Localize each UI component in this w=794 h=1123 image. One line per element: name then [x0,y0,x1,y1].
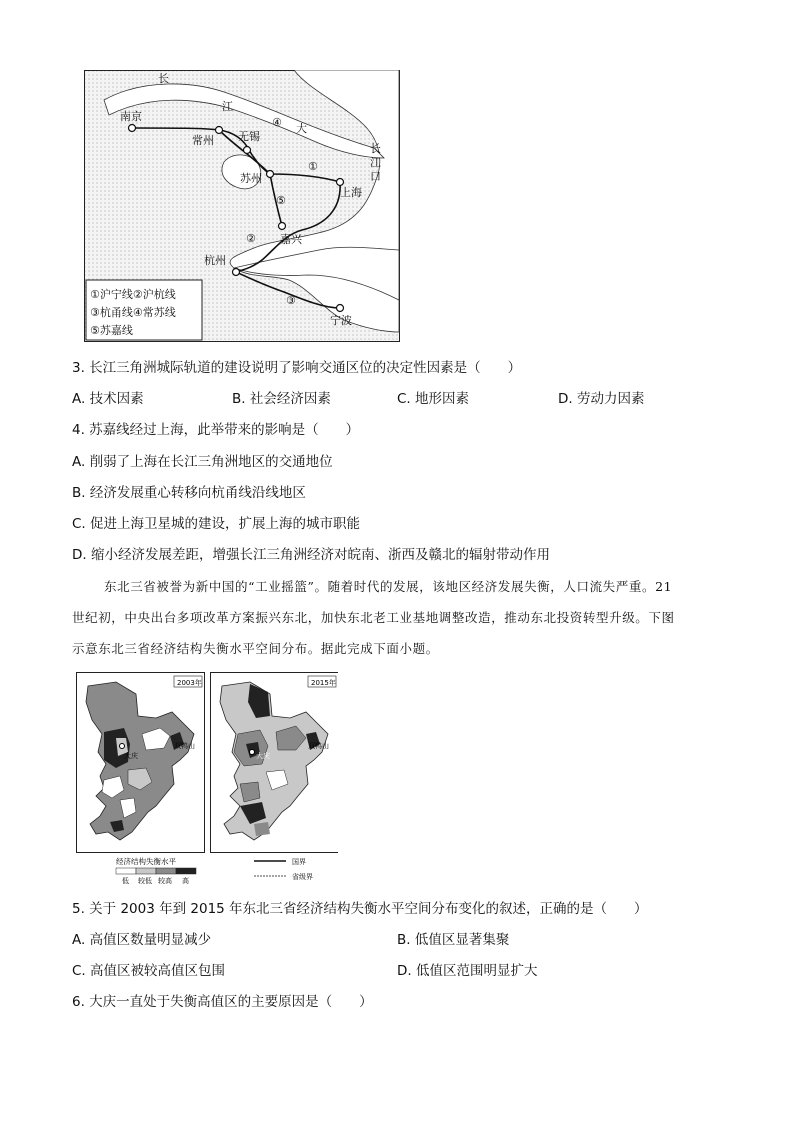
label-jiaxing: 嘉兴 [280,233,302,246]
station-wuxi [244,147,251,154]
legend-national: 国界 [292,858,306,866]
legend-title: 经济结构失衡水平 [116,857,176,866]
q4-option-b[interactable]: B. 经济发展重心转移向杭甬线沿线地区 [72,485,306,501]
legend-swatch-lower [136,868,156,874]
station-changzhou [216,127,223,134]
label-river-3: 大 [296,122,307,135]
passage-line-1: 东北三省被誉为新中国的“工业摇篮”。随着时代的发展，该地区经济发展失衡，人口流失严重。21 [104,579,673,594]
passage-line-3: 示意东北三省经济结构失衡水平空间分布。据此完成下面小题。 [72,641,439,656]
legend-line-1: ①沪宁线②沪杭线 [90,288,176,301]
station-shanghai [337,179,344,186]
station-ningbo [337,305,344,312]
label-line-1: ① [308,160,318,173]
q4-option-d[interactable]: D. 缩小经济发展差距，增强长江三角洲经济对皖南、浙西及赣北的辐射带动作用 [72,547,550,563]
q5-option-b[interactable]: B. 低值区显著集聚 [397,932,510,948]
legend-provincial: 省级界 [292,873,313,881]
legend-level-high: 高 [182,877,189,885]
label-line-3: ③ [286,294,296,307]
label-shuangyashan-2003: 双鸭山 [174,742,195,750]
label-shuangyashan-2015: 双鸭山 [308,742,329,750]
legend-line-3: ⑤苏嘉线 [90,324,133,337]
q4-option-c[interactable]: C. 促进上海卫星城的建设，扩展上海的城市职能 [72,516,361,532]
map-2015 [211,673,339,853]
legend-level-lower: 较低 [138,877,152,885]
station-nanjing [129,125,136,132]
q5-option-c[interactable]: C. 高值区被较高值区包围 [72,963,226,979]
legend-level-higher: 较高 [158,877,172,885]
year-2003: 2003年 [177,679,202,687]
question-5-stem: 5. 关于 2003 年到 2015 年东北三省经济结构失衡水平空间分布变化的叙述，正确的是（ ） [72,901,648,917]
year-2015: 2015年 [311,679,336,687]
label-suzhou: 苏州 [240,172,262,185]
q3-option-d[interactable]: D. 劳动力因素 [558,391,645,407]
station-hangzhou [233,269,240,276]
rail-map [84,70,400,342]
label-river-4: 长 [370,142,381,155]
station-suzhou [267,171,274,178]
legend-swatch-high [176,868,196,874]
q3-option-a[interactable]: A. 技术因素 [72,391,144,407]
legend-swatch-low [116,868,136,874]
question-6-stem: 6. 大庆一直处于失衡高值区的主要原因是（ ） [72,994,373,1010]
legend-line-2: ③杭甬线④常苏线 [90,306,176,319]
label-river-6: 口 [370,170,381,183]
label-line-2: ② [246,232,256,245]
q5-option-a[interactable]: A. 高值区数量明显减少 [72,932,212,948]
legend-level-low: 低 [122,877,129,885]
legend-swatch-higher [156,868,176,874]
question-4-stem: 4. 苏嘉线经过上海，此举带来的影响是（ ） [72,422,360,438]
label-river-2: 江 [222,100,233,113]
label-line-4: ④ [272,116,282,129]
imbalance-maps-svg [76,672,338,886]
station-jiaxing [279,223,286,230]
label-daqing-2003: 大庆 [124,752,138,760]
question-3-stem: 3. 长江三角洲城际轨道的建设说明了影响交通区位的决定性因素是（ ） [72,360,522,376]
label-ningbo: 宁波 [330,314,352,327]
q3-option-c[interactable]: C. 地形因素 [397,391,470,407]
label-daqing-2015: 大庆 [256,752,270,760]
label-changzhou: 常州 [192,134,214,147]
label-river-5: 江 [370,156,381,169]
imbalance-maps [76,672,338,886]
q4-option-a[interactable]: A. 削弱了上海在长江三角洲地区的交通地位 [72,454,333,470]
q3-option-b[interactable]: B. 社会经济因素 [232,391,331,407]
label-hangzhou: 杭州 [204,254,226,267]
label-nanjing: 南京 [120,110,142,123]
label-line-5: ⑤ [276,194,286,207]
passage-line-2: 世纪初，中央出台多项改革方案振兴东北，加快东北老工业基地调整改造，推动东北投资转型升级。下图 [72,610,675,625]
rail-map-svg [84,70,400,342]
label-wuxi: 无锡 [238,130,260,143]
label-shanghai: 上海 [340,186,362,199]
map-2003 [77,673,205,853]
label-river-1: 长 [158,72,169,85]
q5-option-d[interactable]: D. 低值区范围明显扩大 [397,963,538,979]
